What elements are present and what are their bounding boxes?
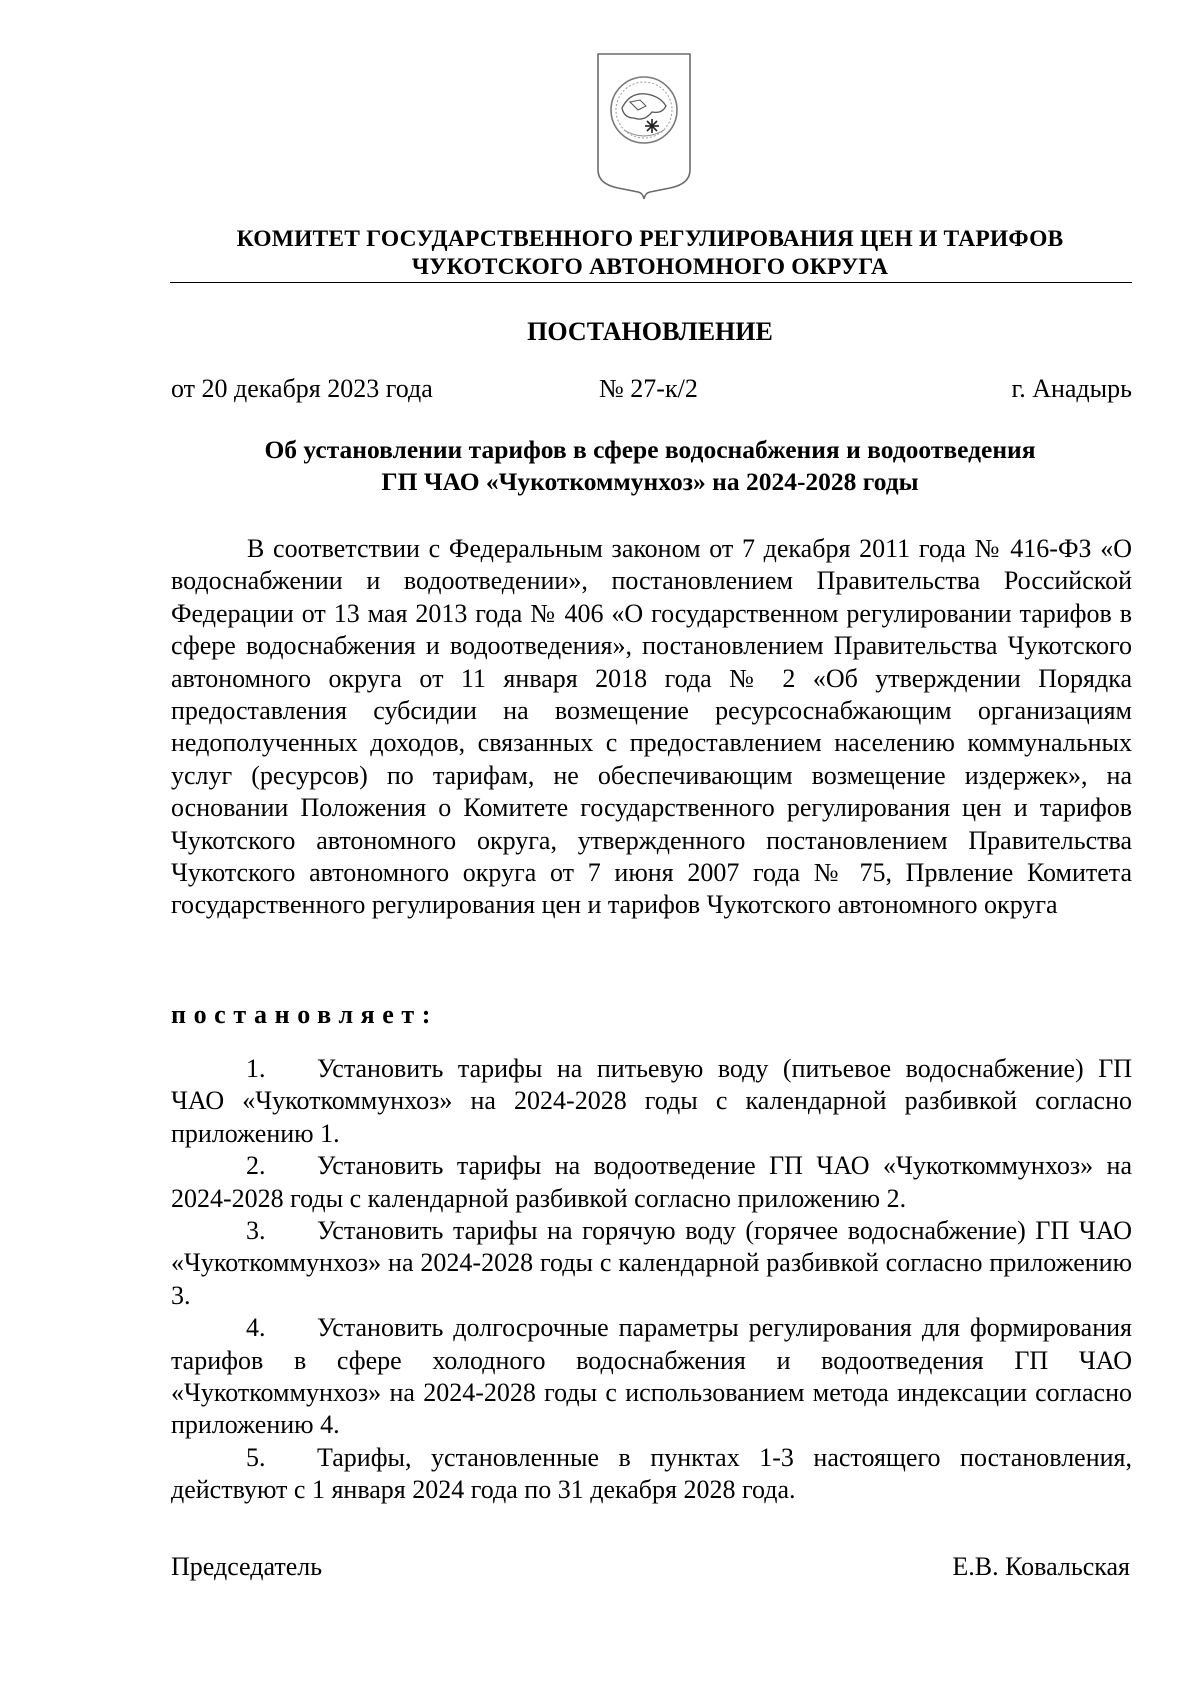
resolution-item-3 [171, 1215, 1132, 1312]
resolution-items [171, 1053, 1132, 1507]
signatory-position: Председатель [171, 1552, 323, 1581]
item-number: 2. [246, 1151, 266, 1181]
item-text: Установить тарифы на водоотведение ГП ЧАО «Чукоткоммунхоз» на 2024-2028 годы с календарной разбивкой согласно приложению 2. [171, 1151, 1132, 1213]
resolution-item-2 [171, 1150, 1132, 1215]
item-number: 4. [246, 1313, 266, 1343]
resolves-heading: постановляет: [171, 1000, 439, 1029]
item-number: 5. [246, 1442, 266, 1472]
org-name-line2: ЧУКОТСКОГО АВТОНОМНОГО ОКРУГА [411, 254, 889, 280]
document-subject-line1: Об установлении тарифов в сфере водоснабжения и водоотведения [264, 435, 1036, 464]
document-city: г. Анадырь [1011, 374, 1132, 403]
item-text: Тарифы, установленные в пунктах 1-3 настоящего постановления, действуют с 1 января 2024 года по 31 декабря 2028 года. [171, 1442, 1132, 1505]
header-divider [170, 282, 1132, 283]
item-text: Установить тарифы на питьевую воду (питьевое водоснабжение) ГП ЧАО «Чукоткоммунхоз» на 2024-2028 годы с календарной разбивкой согласно приложению 1. [171, 1054, 1132, 1148]
document-number: № 27-к/2 [599, 374, 698, 403]
item-text: Установить долгосрочные параметры регулирования для формирования тарифов в сфере холодного водоснабжения и водоотведения ГП ЧАО «Чукоткоммунхоз» на 2024-2028 годы с использованием метода индексации согласно приложению 4. [171, 1313, 1132, 1440]
coat-of-arms-emblem [594, 52, 694, 202]
org-name-line1: КОМИТЕТ ГОСУДАРСТВЕННОГО РЕГУЛИРОВАНИЯ ЦЕН И ТАРИФОВ [236, 226, 1064, 252]
item-number: 3. [246, 1216, 266, 1246]
document-subject-line2: ГП ЧАО «Чукоткоммунхоз» на 2024-2028 годы [381, 467, 919, 496]
document-type: ПОСТАНОВЛЕНИЕ [527, 317, 773, 346]
document-date: от 20 декабря 2023 года [171, 374, 433, 403]
preamble-paragraph [171, 533, 1132, 922]
resolution-item-5 [171, 1442, 1132, 1507]
signatory-name: Е.В. Ковальская [952, 1552, 1130, 1581]
item-number: 1. [246, 1054, 266, 1083]
resolution-item-1 [171, 1053, 1132, 1150]
resolution-item-4 [171, 1312, 1132, 1442]
preamble-text: В соответствии с Федеральным законом от 7 декабря 2011 года № 416-ФЗ «О водоснабжении и водоотведении», постановлением Правительства Российской Федерации от 13 мая 2013 года № 406 «О государственном регулировании тарифов в сфере водоснабжения и водоотведения», постановлением Правительства Чукотского автономного округа от 11 января 2018 года № 2 «Об утверждении Порядка предоставления субсидии на возмещение ресурсоснабжающим организациям недополученных доходов, связанных с предоставлением населению коммунальных услуг (ресурсов) по тарифам, не обеспечивающим возмещение издержек», на основании Положения о Комитете государственного регулирования цен и тарифов Чукотского автономного округа, утвержденного постановлением Правительства Чукотского автономного округа от 7 июня 2007 года № 75, Првление Комитета государственного регулирования цен и тарифов Чукотского автономного округа [171, 534, 1132, 920]
item-text: Установить тарифы на горячую воду (горячее водоснабжение) ГП ЧАО «Чукоткоммунхоз» на 2024-2028 годы с календарной разбивкой согласно приложению 3. [171, 1216, 1132, 1310]
